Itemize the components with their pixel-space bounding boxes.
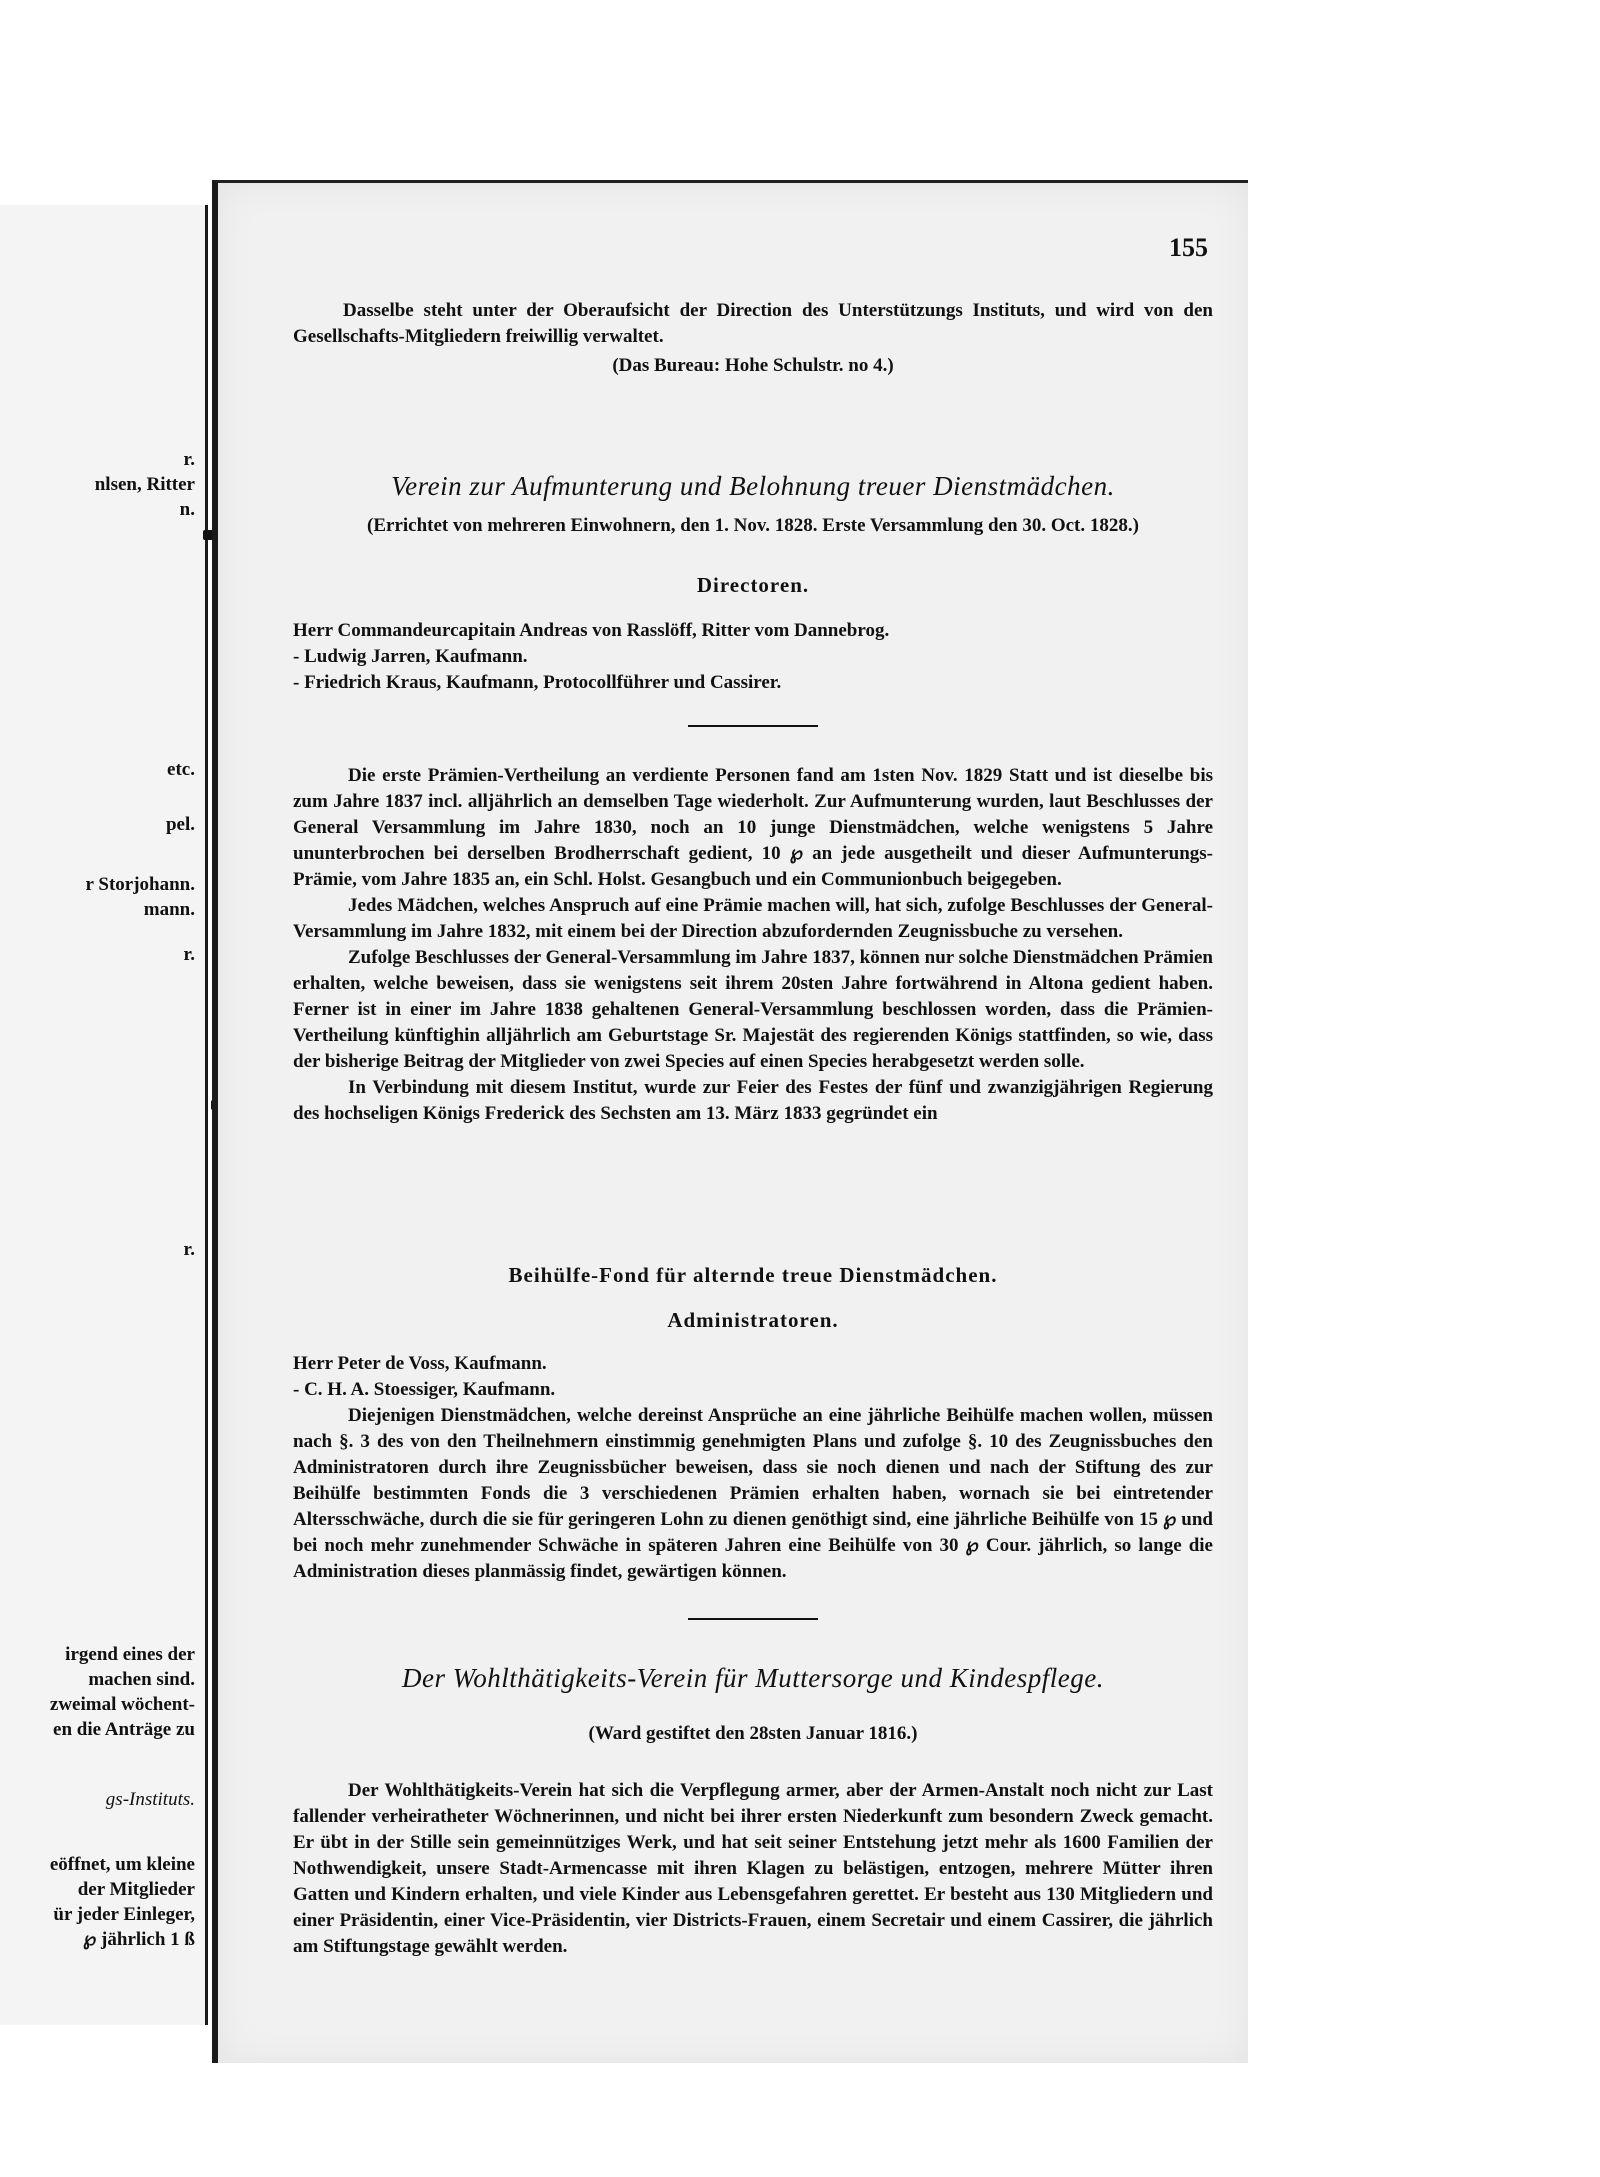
page-number: 155	[1169, 233, 1208, 262]
administrator-entry: - C. H. A. Stoessiger, Kaufmann.	[293, 1379, 556, 1400]
left-text-fragment: ür jeder Einleger,	[53, 1904, 195, 1925]
director-entry: Herr Commandeurcapitain Andreas von Rasslöff, Ritter vom Dannebrog.	[293, 620, 890, 641]
administrator-entry: Herr Peter de Voss, Kaufmann.	[293, 1353, 547, 1374]
founding-note: (Errichtet von mehreren Einwohnern, den 1. Nov. 1828. Erste Versammlung den 30. Oct. 1828.)	[367, 515, 1139, 536]
director-entry: - Ludwig Jarren, Kaufmann.	[293, 646, 528, 667]
divider-rule	[688, 1618, 818, 1620]
section1-body	[293, 763, 1213, 1127]
administrators-heading: Administratoren.	[667, 1308, 839, 1332]
paragraph: Zufolge Beschlusses der General-Versammlung im Jahre 1837, können nur solche Dienstmädchen Prämien erhalten, welche beweisen, dass sie wenigstens seit ihrem 20sten Jahre fortwährend in Altona gedient haben. Ferner ist in einer im Jahre 1838 gehaltenen General-Versammlung beschlossen worden, dass die Prämien-Vertheilung künftighin alljährlich am Geburtstage Sr. Majestät des regierenden Königs stattfinden, so wie, dass der bisherige Beitrag der Mitglieder von zwei Species auf einen Species herabgesetzt werden solle.	[293, 947, 1213, 1072]
paragraph: Jedes Mädchen, welches Anspruch auf eine Prämie machen will, hat sich, zufolge Beschlusses der General-Versammlung im Jahre 1832, mit einem bei der Direction abzufordernden Zeugnissbuche zu versehen.	[293, 895, 1213, 942]
left-text-fragment: nlsen, Ritter	[94, 474, 195, 495]
left-text-fragment: r.	[183, 944, 195, 965]
founding-note: (Ward gestiftet den 28sten Januar 1816.)	[588, 1723, 918, 1744]
divider-rule	[688, 725, 818, 727]
left-text-fragment: etc.	[167, 759, 195, 780]
paragraph: Die erste Prämien-Vertheilung an verdiente Personen fand am 1sten Nov. 1829 Statt und ist dieselbe bis zum Jahre 1837 incl. alljährlich an demselben Tage wiederholt. Zur Aufmunterung wurden, laut Beschlusses der General Versammlung im Jahre 1830, noch an 10 junge Dienstmädchen, welche wenigstens 5 Jahre ununterbrochen bei derselben Brodherrschaft gedient, 10 ℘ an jede ausgetheilt und dieser Aufmunterungs-Prämie, vom Jahre 1835 an, ein Schl. Holst. Gesangbuch und ein Communionbuch beigegeben.	[293, 765, 1213, 890]
section-title-beihuelfe: Beihülfe-Fond für alternde treue Dienstmädchen.	[508, 1263, 998, 1287]
paragraph: Diejenigen Dienstmädchen, welche dereinst Ansprüche an eine jährliche Beihülfe machen wollen, müssen nach §. 3 des von den Theilnehmern einstimmig genehmigten Plans und zufolge §. 10 des Zeugnissbuches den Administratoren durch ihre Zeugnissbücher beweisen, dass sie noch dienen und nach der Stiftung des zur Beihülfe bestimmten Fonds die 3 verschiedenen Prämien erhalten haben, wornach sie bei eintretender Altersschwäche, durch die sie für geringeren Lohn zu dienen genöthigt sind, eine jährliche Beihülfe von 15 ℘ und bei noch mehr zunehmender Schwäche in späteren Jahren eine Beihülfe von 30 ℘ Cour. jährlich, so lange die Administration dieses planmässig findet, gewärtigen können.	[293, 1405, 1213, 1582]
section-title-muttersorge: Der Wohlthätigkeits-Verein für Muttersorge und Kindespflege.	[402, 1663, 1104, 1693]
directors-heading: Directoren.	[696, 573, 810, 597]
left-text-fragment: mann.	[143, 899, 195, 920]
left-text-fragment: gs-Instituts.	[105, 1789, 195, 1810]
left-text-fragment: r.	[183, 449, 195, 470]
left-text-fragment: ℘ jährlich 1 ß	[83, 1929, 195, 1950]
left-text-fragment: pel.	[165, 814, 195, 835]
paragraph: Der Wohlthätigkeits-Verein hat sich die Verpflegung armer, aber der Armen-Anstalt noch nicht zur Last fallender verheiratheter Wöchnerinnen, und nicht bei ihrer ersten Niederkunft zum besondern Zweck gemacht. Er übt in der Stille sein gemeinnütziges Werk, und hat seit seiner Entstehung jetzt mehr als 1600 Familien der Nothwendigkeit, unsere Stadt-Armencasse mit ihren Klagen zu belästigen, entzogen, mehrere Mütter ihren Gatten und Kindern erhalten, und viele Kinder aus Lebensgefahren gerettet. Er besteht aus 130 Mitgliedern und einer Präsidentin, einer Vice-Präsidentin, vier Districts-Frauen, einem Secretair und einem Cassirer, die jährlich am Stiftungstage gewählt werden.	[293, 1780, 1213, 1957]
left-text-fragment: r.	[183, 1239, 195, 1260]
left-text-fragment: der Mitglieder	[77, 1879, 195, 1900]
intro-text: Dasselbe steht unter der Oberaufsicht der Direction des Unterstützungs Instituts, und wird von den Gesellschafts-Mitgliedern freiwillig verwaltet.	[293, 300, 1213, 347]
left-text-fragment: r Storjohann.	[85, 874, 195, 895]
director-entry: - Friedrich Kraus, Kaufmann, Protocollführer und Cassirer.	[293, 672, 782, 693]
section3-body	[293, 1778, 1213, 1960]
left-text-fragment: irgend eines der	[65, 1644, 195, 1665]
administrators-list	[293, 1351, 1213, 1403]
left-text-fragment: n.	[179, 499, 195, 520]
left-text-fragment: machen sind.	[88, 1669, 195, 1690]
left-text-fragment: eöffnet, um kleine	[49, 1854, 195, 1875]
document-page	[212, 180, 1248, 2063]
left-text-fragment: en die Anträge zu	[53, 1719, 195, 1740]
section-title-dienstmaedchen: Verein zur Aufmunterung und Belohnung treuer Dienstmädchen.	[391, 471, 1115, 501]
paragraph: In Verbindung mit diesem Institut, wurde zur Feier des Festes der fünf und zwanzigjährigen Regierung des hochseligen Königs Frederick des Sechsten am 13. März 1833 gegründet ein	[293, 1077, 1213, 1124]
left-page-fragment	[0, 205, 208, 2025]
left-text-fragment: zweimal wöchent-	[49, 1694, 195, 1715]
section2-body	[293, 1403, 1213, 1585]
directors-list	[293, 618, 1213, 696]
bureau-address: (Das Bureau: Hohe Schulstr. no 4.)	[612, 355, 894, 376]
